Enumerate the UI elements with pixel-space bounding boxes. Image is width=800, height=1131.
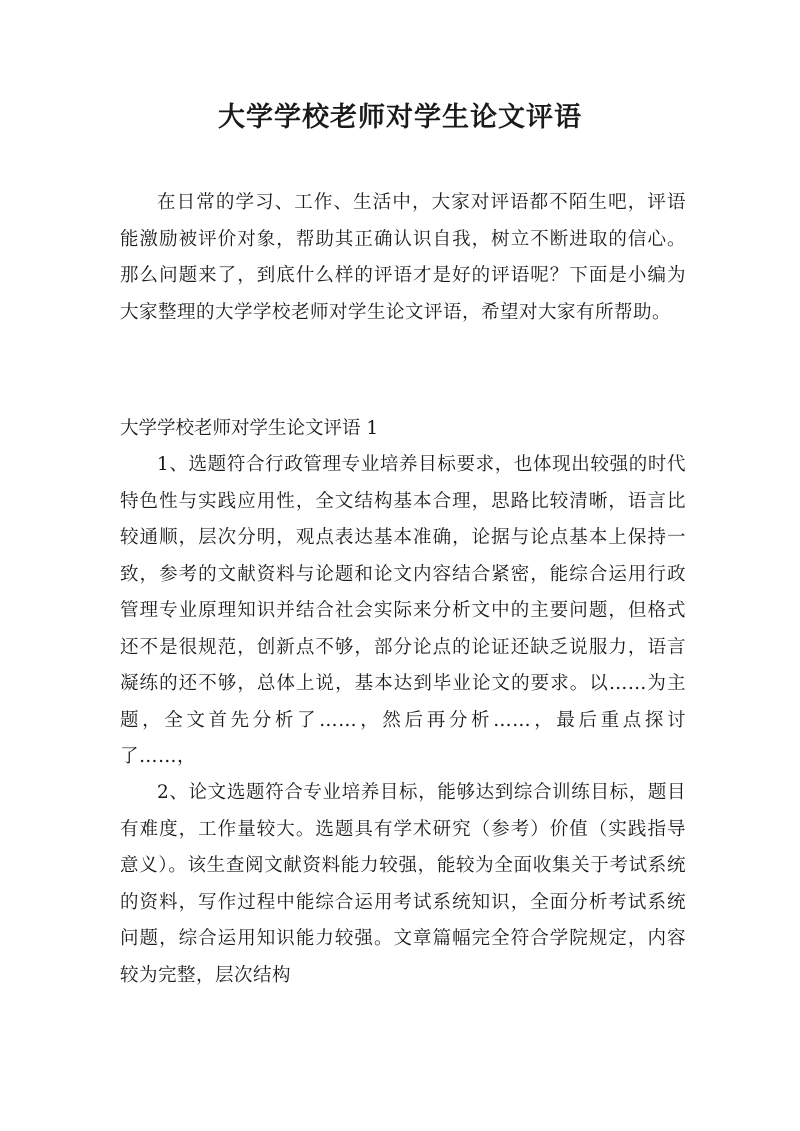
body-paragraph-2: 2、论文选题符合专业培养目标，能够达到综合训练目标，题目有难度，工作量较大。选题具有学术研究（参考）价值（实践指导意义）。该生查阅文献资料能力较强，能较为全面收集关于考试系统的资料，写作过程中能综合运用考试系统知识，全面分析考试系统问题，综合运用知识能力较强。文章篇幅完全符合学院规定，内容较为完整，层次结构 <box>120 782 686 986</box>
body-paragraph-1: 1、选题符合行政管理专业培养目标要求，也体现出较强的时代特色性与实践应用性，全文结构基本合理，思路比较清晰，语言比较通顺，层次分明，观点表达基本准确，论据与论点基本上保持一致，参考的文献资料与论题和论文内容结合紧密，能综合运用行政管理专业原理知识并结合社会实际来分析文中的主要问题，但格式还不是很规范，创新点不够，部分论点的论证还缺乏说服力，语言凝练的还不够，总体上说，基本达到毕业论文的要求。以……为主题，全文首先分析了……，然后再分析……，最后重点探讨了……， <box>120 454 686 767</box>
document-title: 大学学校老师对学生论文评语 <box>218 102 582 133</box>
section-heading: 大学学校老师对学生论文评语 1 <box>120 418 379 439</box>
intro-paragraph: 在日常的学习、工作、生活中，大家对评语都不陌生吧，评语能激励被评价对象，帮助其正确认识自我，树立不断进取的信心。那么问题来了，到底什么样的评语才是好的评语呢？下面是小编为大家整理的大学学校老师对学生论文评语，希望对大家有所帮助。 <box>120 192 686 323</box>
